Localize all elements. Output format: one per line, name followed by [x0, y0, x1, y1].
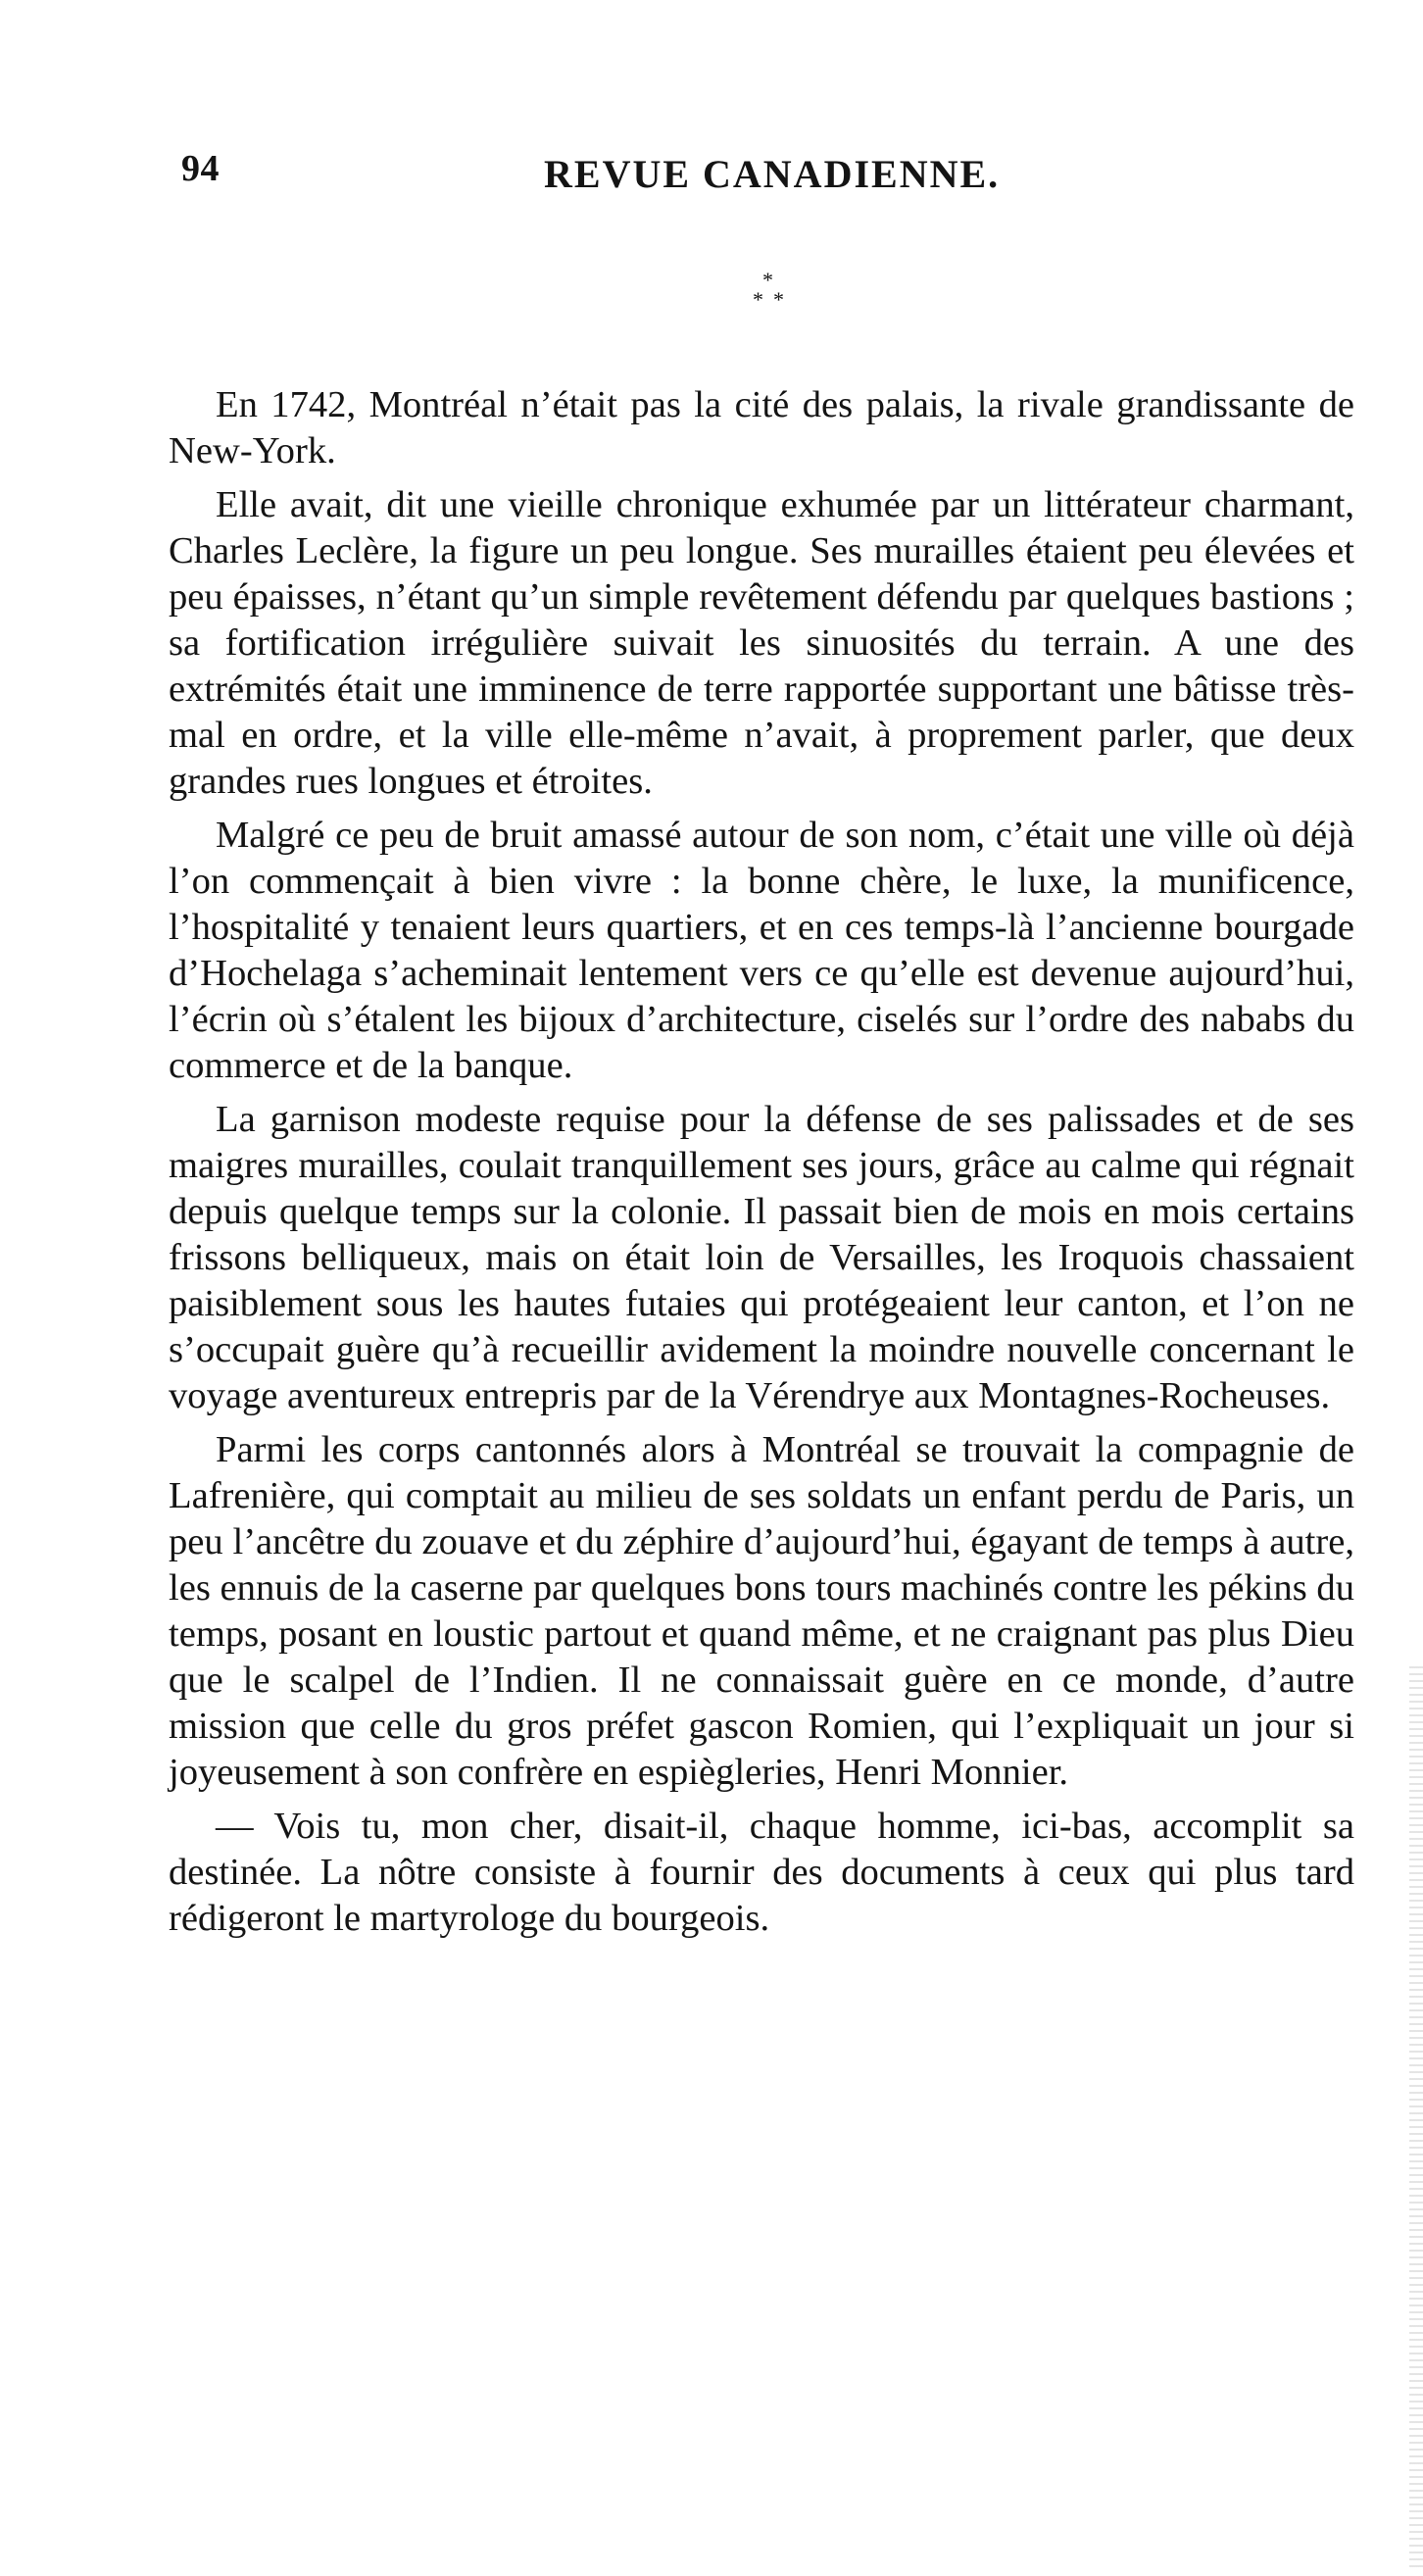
- page-number: 94: [181, 148, 220, 189]
- paragraph: Elle avait, dit une vieille chronique exhumée par un littérateur charmant, Charles Leclère, la figure un peu longue. Ses murailles étaient peu élevées et peu épaisses, n’étant qu’un simple revêtement défendu par quelques bastions ; sa fortification irrégulière suivait les sinuosités du terrain. A une des extrémités était une imminence de terre rapportée supportant une bâtisse très-mal en ordre, et la ville elle-même n’avait, à proprement parler, que deux grandes rues longues et étroites.: [169, 484, 1354, 802]
- paragraph: En 1742, Montréal n’était pas la cité des palais, la rivale grandissante de New-York.: [169, 384, 1354, 471]
- asterism-star: *: [762, 268, 773, 292]
- paragraph: Parmi les corps cantonnés alors à Montréal se trouvait la compagnie de Lafrenière, qui comptait au milieu de ses soldats un enfant perdu de Paris, un peu l’ancêtre du zouave et du zéphire d’aujourd’hui, égayant de temps à autre, les ennuis de la caserne par quelques bons tours machinés contre les pékins du temps, posant en loustic partout et quand même, et ne craignant pas plus Dieu que le scalpel de l’Indien. Il ne connaissait guère en ce monde, d’autre mission que celle du gros préfet gascon Romien, qui l’expliquait un jour si joyeusement à son confrère en espiègleries, Henri Monnier.: [169, 1429, 1354, 1793]
- asterism-star: *: [773, 287, 784, 312]
- asterism-ornament: [747, 270, 796, 328]
- article-body: [169, 382, 1354, 1948]
- paragraph: La garnison modeste requise pour la défense de ses palissades et de ses maigres murailles, coulait tranquillement ses jours, grâce au calme qui régnait depuis quelque temps sur la colonie. Il passait bien de mois en mois certains frissons belliqueux, mais on était loin de Versailles, les Iroquois chassaient paisiblement sous les hautes futaies qui protégeaient leur canton, et l’on ne s’occupait guère qu’à recueillir avidement la moindre nouvelle concernant le voyage aventureux entrepris par de la Vérendrye aux Montagnes-Rocheuses.: [169, 1099, 1354, 1416]
- paragraph: Malgré ce peu de bruit amassé autour de son nom, c’était une ville où déjà l’on commençait à bien vivre : la bonne chère, le luxe, la munificence, l’hospitalité y tenaient leurs quartiers, et en ces temps-là l’ancienne bourgade d’Hochelaga s’acheminait lentement vers ce qu’elle est devenue aujourd’hui, l’écrin où s’étalent les bijoux d’architecture, ciselés sur l’ordre des nababs du commerce et de la banque.: [169, 815, 1354, 1086]
- running-title: REVUE CANADIENNE.: [544, 152, 1001, 196]
- paragraph-dialogue: — Vois tu, mon cher, disait-il, chaque homme, ici-bas, accomplit sa destinée. La nôtre consiste à fournir des documents à ceux qui plus tard rédigeront le martyrologe du bourgeois.: [169, 1806, 1354, 1939]
- page-edge-scan-artifact: [1409, 1666, 1423, 2568]
- page-header: [181, 147, 1343, 206]
- asterism-star: *: [753, 287, 763, 312]
